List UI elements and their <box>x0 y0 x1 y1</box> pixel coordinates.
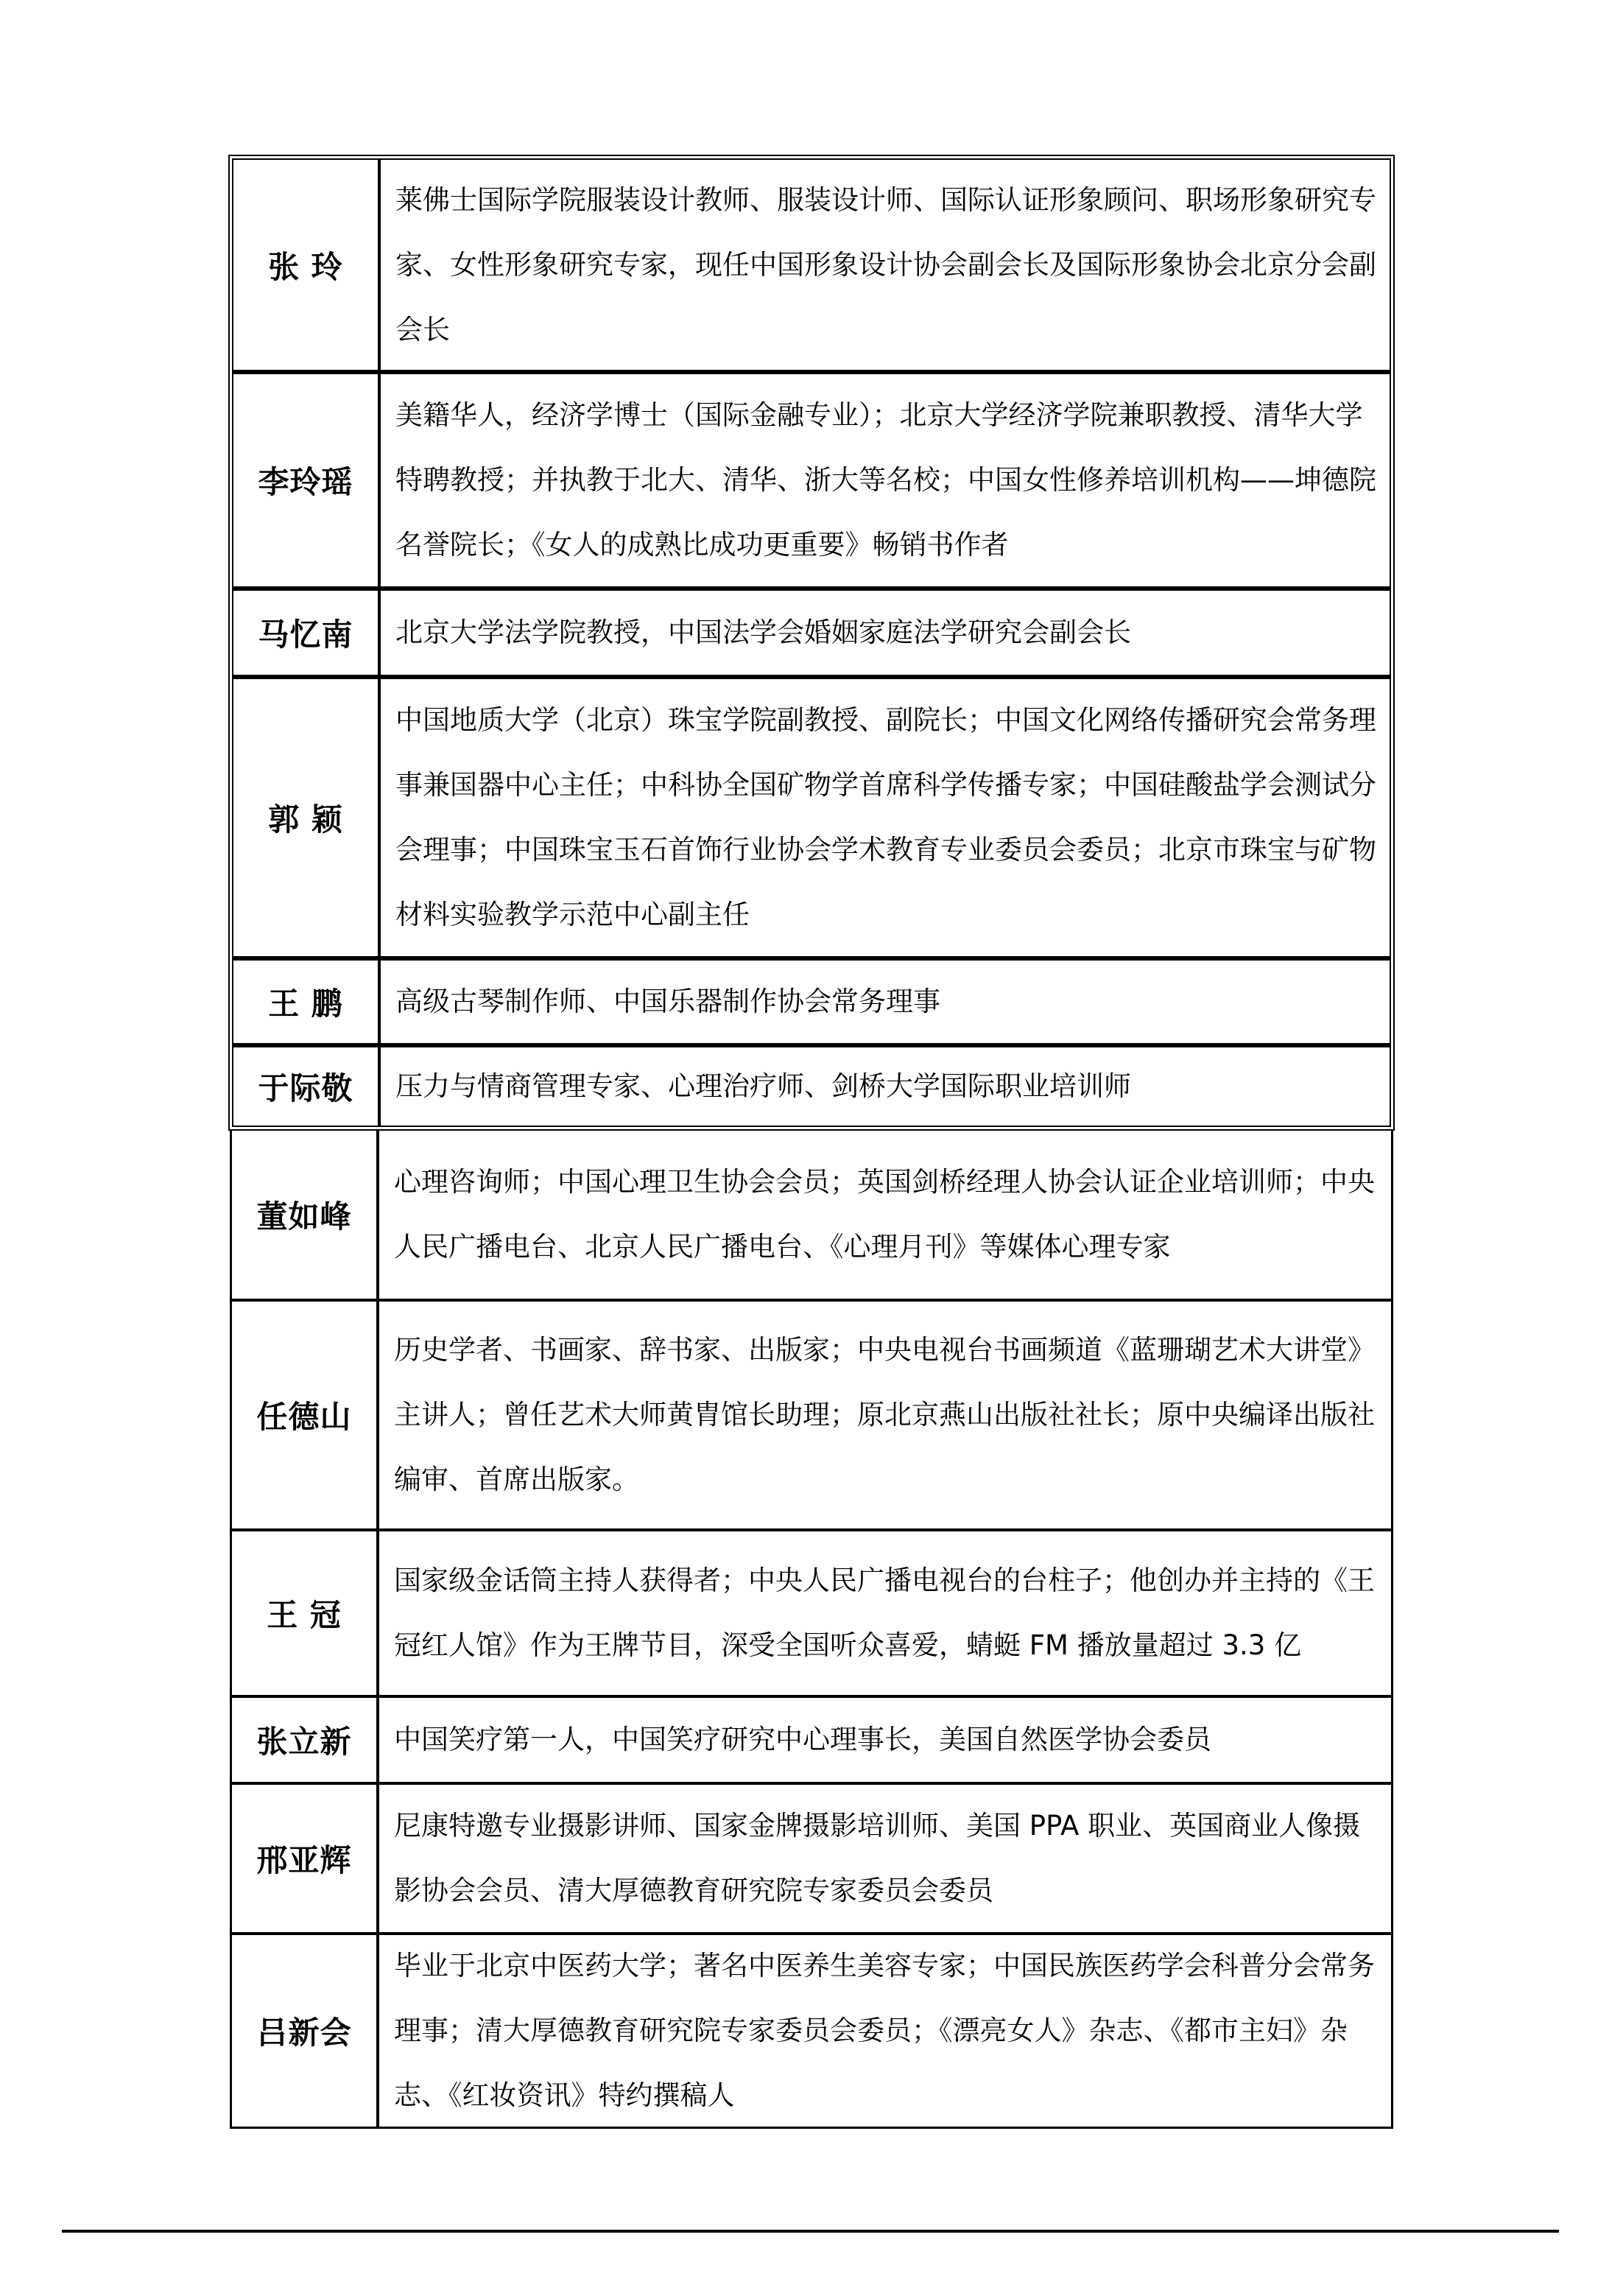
expert-description-text: 中国地质大学（北京）珠宝学院副教授、副院长；中国文化网络传播研究会常务理事兼国器中心主任；中科协全国矿物学首席科学传播专家；中国硅酸盐学会测试分会理事；中国珠宝玉石首饰行业协会学术教育专业委员会委员；北京市珠宝与矿物材料实验教学示范中心副主任 <box>395 704 1376 930</box>
expert-description-text: 中国笑疗第一人，中国笑疗研究中心理事长，美国自然医学协会委员 <box>394 1724 1211 1755</box>
table-row <box>233 675 1390 956</box>
expert-name: 邢亚辉 <box>232 1785 379 1932</box>
table-row <box>232 1782 1391 1932</box>
expert-name: 王 冠 <box>232 1531 379 1695</box>
expert-name: 马忆南 <box>233 591 381 675</box>
table-section-single-border <box>230 1131 1393 2129</box>
expert-description-text: 北京大学法学院教授，中国法学会婚姻家庭法学研究会副会长 <box>395 617 1131 648</box>
expert-description-text: 压力与情商管理专家、心理治疗师、剑桥大学国际职业培训师 <box>395 1070 1131 1102</box>
expert-description-text: 毕业于北京中医药大学；著名中医养生美容专家；中国民族医药学会科普分会常务理事；清大厚德教育研究院专家委员会委员；《漂亮女人》杂志、《都市主妇》杂志、《红妆资讯》特约撰稿人 <box>394 1950 1375 2111</box>
expert-description <box>379 1785 1391 1932</box>
expert-name: 张 玲 <box>233 160 381 370</box>
expert-description <box>379 1935 1391 2127</box>
expert-description <box>379 1131 1391 1299</box>
expert-description <box>381 160 1390 370</box>
table-row <box>233 160 1390 370</box>
expert-description-text: 美籍华人，经济学博士（国际金融专业）；北京大学经济学院兼职教授、清华大学特聘教授；并执教于北大、清华、浙大等名校；中国女性修养培训机构——坤德院名誉院长；《女人的成熟比成功更重要》畅销书作者 <box>395 399 1376 561</box>
expert-description <box>381 1047 1390 1126</box>
expert-description <box>381 961 1390 1043</box>
expert-name: 王 鹏 <box>233 961 381 1043</box>
expert-name: 任德山 <box>232 1302 379 1528</box>
expert-description <box>381 591 1390 675</box>
table-row <box>233 1043 1390 1126</box>
expert-description-text: 尼康特邀专业摄影讲师、国家金牌摄影培训师、美国 PPA 职业、英国商业人像摄影协会会员、清大厚德教育研究院专家委员会委员 <box>394 1810 1361 1906</box>
table-row <box>232 1932 1391 2127</box>
expert-description-text: 高级古琴制作师、中国乐器制作协会常务理事 <box>395 986 940 1017</box>
expert-description-text: 心理咨询师；中国心理卫生协会会员；英国剑桥经理人协会认证企业培训师；中央人民广播电台、北京人民广播电台、《心理月刊》等媒体心理专家 <box>394 1166 1375 1263</box>
expert-description <box>381 679 1390 956</box>
expert-table <box>228 155 1395 2129</box>
table-row <box>232 1299 1391 1528</box>
expert-name: 于际敬 <box>233 1047 381 1126</box>
table-row <box>232 1528 1391 1695</box>
table-row <box>233 586 1390 675</box>
table-row <box>233 370 1390 586</box>
expert-name: 吕新会 <box>232 1935 379 2127</box>
table-section-double-border <box>228 155 1395 1131</box>
expert-description <box>379 1302 1391 1528</box>
expert-description <box>379 1698 1391 1782</box>
expert-name: 李玲瑶 <box>233 374 381 586</box>
expert-name: 董如峰 <box>232 1131 379 1299</box>
expert-name: 张立新 <box>232 1698 379 1782</box>
expert-description-text: 国家级金话筒主持人获得者；中央人民广播电视台的台柱子；他创办并主持的《王冠红人馆》作为王牌节目，深受全国听众喜爱，蜻蜓 FM 播放量超过 3.3 亿 <box>394 1565 1375 1661</box>
table-row <box>232 1131 1391 1299</box>
expert-description <box>381 374 1390 586</box>
expert-description <box>379 1531 1391 1695</box>
expert-name: 郭 颖 <box>233 679 381 956</box>
footer-divider <box>62 2230 1559 2233</box>
table-row <box>232 1695 1391 1782</box>
table-row <box>233 956 1390 1043</box>
expert-description-text: 莱佛士国际学院服装设计教师、服装设计师、国际认证形象顾问、职场形象研究专家、女性形象研究专家，现任中国形象设计协会副会长及国际形象协会北京分会副会长 <box>395 183 1376 345</box>
expert-description-text: 历史学者、书画家、辞书家、出版家；中央电视台书画频道《蓝珊瑚艺术大讲堂》主讲人；曾任艺术大师黄胄馆长助理；原北京燕山出版社社长；原中央编译出版社编审、首席出版家。 <box>394 1334 1375 1495</box>
